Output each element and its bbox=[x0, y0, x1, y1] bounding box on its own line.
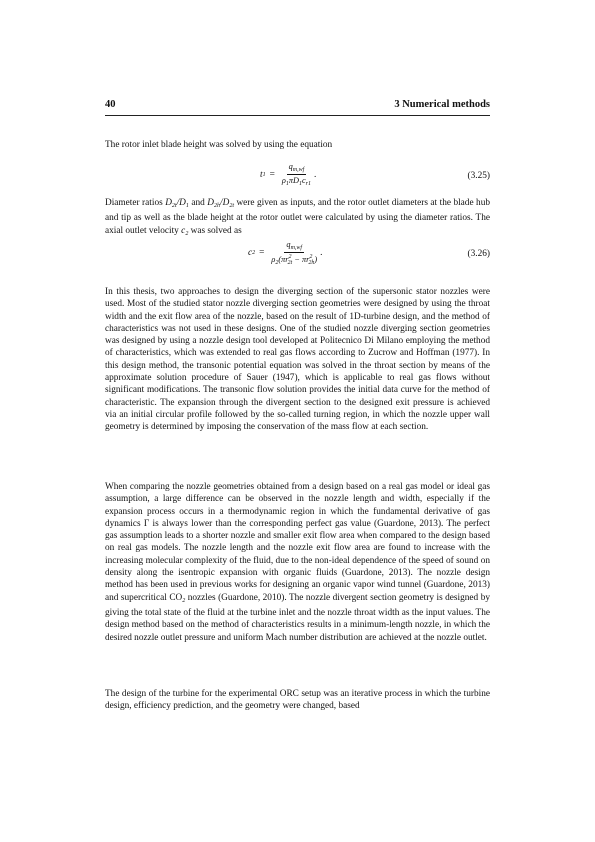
equation-3-26 bbox=[105, 240, 490, 270]
paragraph-5: The design of the turbine for the experimental ORC setup was an iterative process in which the turbine design, efficiency prediction, and the geometry were changed, based bbox=[105, 689, 490, 712]
header-rule bbox=[105, 115, 490, 116]
page-number: 40 bbox=[105, 99, 116, 110]
paragraph-4: When comparing the nozzle geometries obtained from a design based on a real gas model or ideal gas assumption, a large difference can be observed in the nozzle length and width, especially if the expansion process occurs in a thermodynamic region in which the fundamental derivative of gas dynamics Γ is always lower than the corresponding perfect gas value (Guardone, 2013). The perfect gas assumption leads to a shorter nozzle and smaller exit flow area when compared to the design based on real gas models. The nozzle length and the nozzle exit flow area are found to increase with the increasing molecular complexity of the fluid, due to the non-ideal dependence of the speed of sound on density along the isentropic expansion with organic fluids (Guardone, 2013). The nozzle design method has been used in previous works for designing an organic vapor wind tunnel (Guardone, 2013) and supercritical $CO_2$ nozzles (Guardone, 2010). The nozzle divergent section geometry is designed by giving the total state of the fluid at the turbine inlet and the nozzle throat width as the input values. The design method based on the method of characteristics results in a minimum-length nozzle, in which the desired nozzle outlet pressure and uniform Mach number distribution are achieved at the nozzle outlet. bbox=[105, 482, 490, 643]
equation-number: (3.25) bbox=[467, 171, 490, 181]
fraction: $\frac{q_{m,wf}}{\rho_1\pi D_1c_{r1}}$ bbox=[281, 162, 312, 187]
equation-3-25 bbox=[105, 162, 490, 192]
paragraph-1: The rotor inlet blade height was solved by using the equation bbox=[105, 140, 333, 150]
equation-formula: t 1 = $\frac{q_{m,wf}}{\rho_1\pi D_1c_{r1}}$ . bbox=[260, 162, 317, 187]
chapter-title: 3 Numerical methods bbox=[394, 99, 490, 110]
fraction: $\frac{q_{m,wf}}{\rho_2(\pi r^2_{2t} - \pi r^2_{2h})}$ bbox=[271, 240, 318, 266]
paragraph-3: In this thesis, two approaches to design the diverging section of the supersonic stator nozzles were used. Most of the studied stator nozzle diverging section geometries were designed by using the throat width and the exit flow area of the nozzle, based on the result of 1D-turbine design, and the method of characteristics was not used in these designs. One of the studied nozzle diverging section geometries was designed by using a nozzle design tool developed at Politecnico Di Milano employing the method of characteristics, which was extended to real gas flows according to Zucrow and Hoffman (1977). In this design method, the transonic potential equation was solved in the throat section by means of the approximate solution procedure of Sauer (1947), which is applicable to real gas flows without significant modifications. The transonic flow solution provides the initial data curve for the method of characteristic. The expansion through the divergent section to the designed exit pressure is achieved via an initial circular profile followed by the so-called turning region, in which the nozzle upper wall geometry is determined by imposing the conservation of the mass flow at each section. bbox=[105, 287, 490, 433]
paragraph-2: Diameter ratios $D_{2t}/D_1$ and $D_{2h}/D_{2t}$ were given as inputs, and the rotor outlet diameters at the blade hub and tip as well as the blade height at the rotor outlet were calculated by using the diameter ratios. The axial outlet velocity $c_2$ was solved as bbox=[105, 198, 490, 237]
equation-formula: c 2 = $\frac{q_{m,wf}}{\rho_2(\pi r^2_{2t} - \pi r^2_{2h})}$ . bbox=[248, 240, 323, 266]
equation-number: (3.26) bbox=[467, 249, 490, 259]
